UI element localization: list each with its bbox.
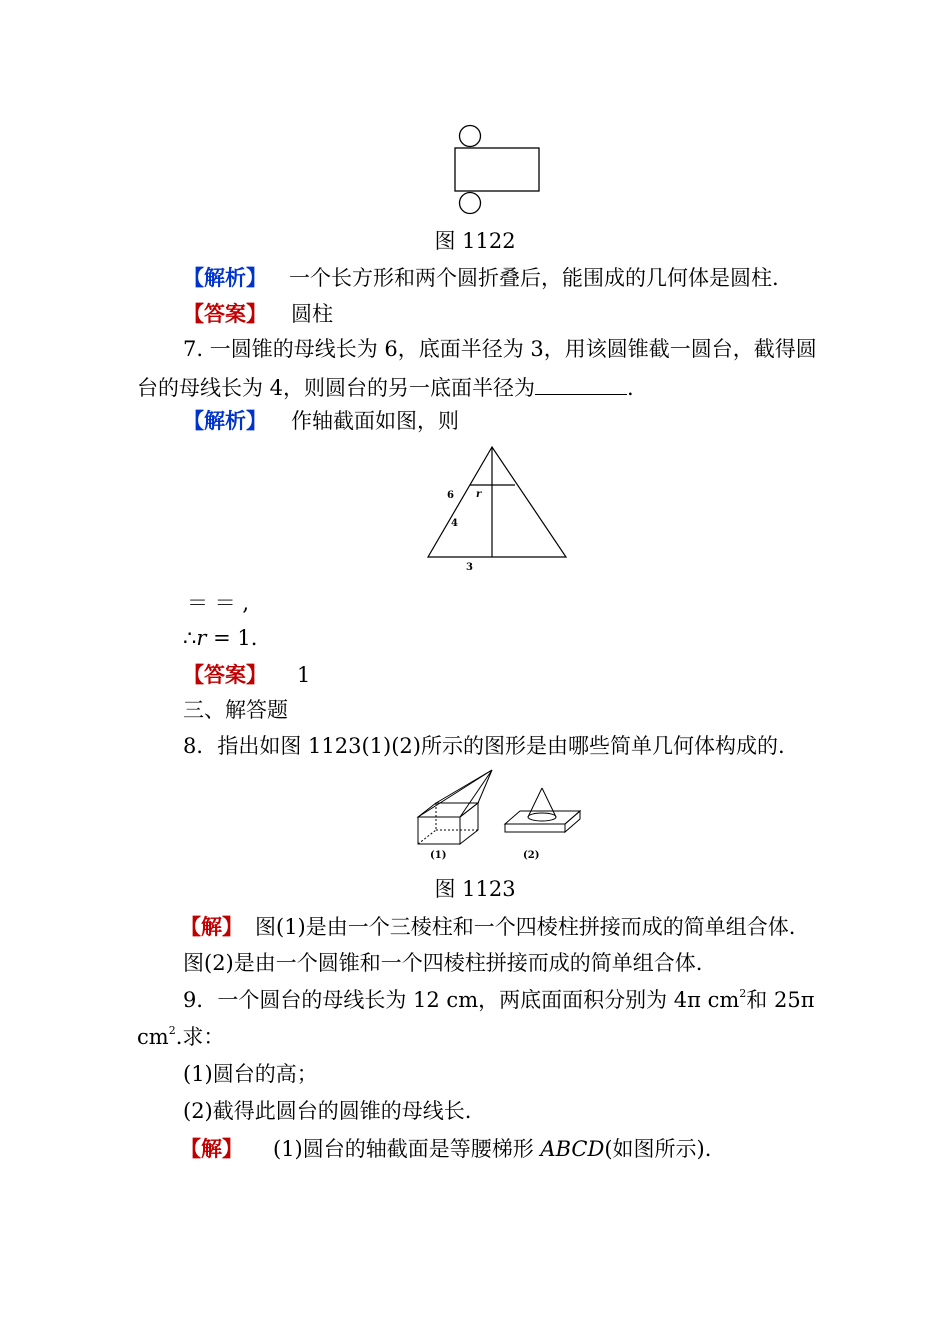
solution-tag: 【解】 — [180, 914, 243, 939]
trapezoid-label: ABCD — [540, 1137, 605, 1161]
q7-ratio-line: ＝ ＝ , — [187, 591, 250, 615]
q7-question-line2 — [137, 376, 634, 399]
q8-solution-line1 — [180, 916, 795, 938]
therefore-symbol: ∴ — [183, 626, 197, 650]
q6-answer-text: 圆柱 — [291, 302, 333, 326]
q7-answer — [183, 664, 310, 686]
figure-1-combined-solid — [418, 770, 492, 844]
q9-question-line2 — [137, 1024, 225, 1049]
label-slant-6: 6 — [447, 490, 454, 501]
q9-line2-unit: cm — [137, 1025, 169, 1049]
q9-solution-text: (1)圆台的轴截面是等腰梯形 — [273, 1137, 541, 1161]
q7-answer-text: 1 — [297, 663, 311, 687]
section-triangle — [428, 447, 566, 557]
answer-blank — [535, 376, 627, 395]
q9-part1: (1)圆台的高； — [183, 1062, 318, 1086]
net-rectangle — [455, 148, 539, 191]
q9-part2: (2)截得此圆台的圆锥的母线长. — [183, 1099, 472, 1123]
net-top-circle — [460, 126, 481, 147]
q7-question-line1: 7. 一圆锥的母线长为 6，底面半径为 3，用该圆锥截一圆台，截得圆 — [183, 337, 817, 361]
answer-tag: 【答案】 — [183, 662, 267, 687]
superscript: 2 — [168, 1024, 176, 1037]
q7-analysis — [183, 410, 459, 432]
answer-tag: 【答案】 — [183, 301, 267, 326]
figure-cone-axial-section — [420, 442, 580, 577]
q9-line1-tail: 和 25π — [746, 988, 815, 1012]
superscript: 2 — [739, 987, 747, 1000]
q7-result — [183, 628, 257, 649]
figure-1123-caption: 图 1123 — [434, 877, 516, 901]
label-radius-r: r — [476, 489, 482, 500]
q8-solution-text1: 图(1)是由一个三棱柱和一个四棱柱拼接而成的简单组合体. — [255, 915, 796, 939]
label-slant-4: 4 — [451, 518, 458, 529]
q9-solution — [180, 1138, 711, 1160]
q9-question-line1 — [183, 987, 815, 1012]
label-base-3: 3 — [466, 562, 473, 573]
q8-question: 8．指出如图 1123(1)(2)所示的图形是由哪些简单几何体构成的. — [183, 734, 785, 758]
solution-tag: 【解】 — [180, 1136, 243, 1161]
figure-label-2: (2) — [523, 850, 540, 861]
q6-analysis-text: 一个长方形和两个圆折叠后，能围成的几何体是圆柱. — [289, 266, 779, 290]
section-title: 三、解答题 — [183, 698, 288, 722]
q7-line2-text: 台的母线长为 4，则圆台的另一底面半径为 — [137, 376, 536, 400]
q7-analysis-text: 作轴截面如图，则 — [291, 409, 459, 433]
q7-line2-end: . — [627, 376, 634, 400]
q9-solution-end: (如图所示). — [604, 1137, 712, 1161]
q8-solution-line2: 图(2)是由一个圆锥和一个四棱柱拼接而成的简单组合体. — [183, 951, 703, 975]
q6-analysis — [183, 267, 779, 289]
figure-label-1: (1) — [430, 850, 447, 861]
analysis-tag: 【解析】 — [183, 408, 267, 433]
figure-2-combined-solid — [505, 788, 580, 832]
result-variable: r — [196, 626, 207, 650]
figure-1123-solids — [410, 766, 590, 866]
result-value: = 1. — [206, 626, 258, 650]
figure-1122-cylinder-net — [450, 122, 550, 218]
q9-line2-text: .求： — [175, 1025, 225, 1049]
q9-line1-text: 9．一个圆台的母线长为 12 cm，两底面面积分别为 4π cm — [183, 988, 740, 1012]
analysis-tag: 【解析】 — [183, 265, 267, 290]
figure-1122-caption: 图 1122 — [434, 229, 516, 253]
net-bottom-circle — [460, 193, 481, 214]
q6-answer — [183, 303, 333, 325]
